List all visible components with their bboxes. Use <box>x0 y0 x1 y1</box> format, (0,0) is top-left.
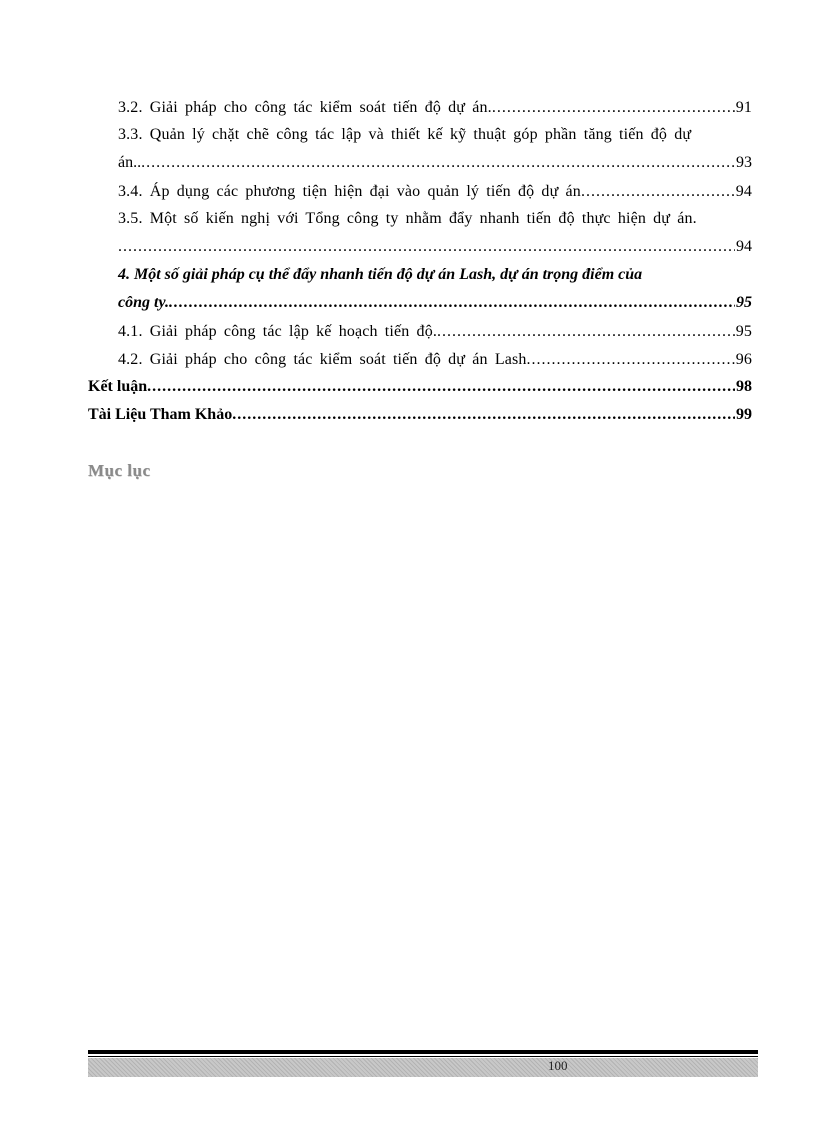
toc-page-number: 95 <box>735 323 752 340</box>
toc-leader-dots <box>141 153 735 173</box>
toc-leader-dots <box>147 377 735 397</box>
toc-page-number: 96 <box>735 351 752 368</box>
toc-entry-tai-lieu-tham-khao[interactable] <box>88 405 752 425</box>
toc-entry-text: 3.5. Một số kiến nghị với Tổng công ty nhằm đẩy nhanh tiến độ thực hiện dự án. <box>118 210 697 227</box>
toc-entry-text: 3.4. Áp dụng các phương tiện hiện đại vào quản lý tiến độ dự án <box>118 183 581 200</box>
toc-leader-dots <box>232 405 735 425</box>
toc-entry-text: 4. Một số giải pháp cụ thể đẩy nhanh tiến độ dự án Lash, dự án trọng điểm của <box>118 266 643 283</box>
toc-page-number: 99 <box>736 406 752 423</box>
toc-leader-dots <box>492 98 735 118</box>
toc-leader-dots <box>169 293 735 313</box>
toc-page-number: 93 <box>736 154 752 171</box>
toc-entry-4-line2[interactable] <box>118 293 752 313</box>
toc-entry-3-2[interactable] <box>118 98 752 118</box>
toc-entry-text: 3.3. Quản lý chặt chẽ công tác lập và thiết kế kỹ thuật góp phần tăng tiến độ dự <box>118 126 692 143</box>
toc-page-number: 94 <box>735 183 752 200</box>
footer-rule-thin <box>88 1056 758 1057</box>
toc-page-number: 98 <box>736 378 752 395</box>
toc-entry-3-4[interactable] <box>118 182 752 202</box>
toc-entry-continuation: án.. <box>118 154 142 171</box>
toc-entry-text: 4.1. Giải pháp công tác lập kế hoạch tiến độ. <box>118 323 437 340</box>
toc-entry-4-line1[interactable] <box>118 265 642 285</box>
toc-entry-text: Tài Liệu Tham Khảo <box>88 406 233 423</box>
toc-leader-dots <box>437 322 735 342</box>
toc-leader-dots <box>118 237 735 257</box>
toc-entry-3-3-line2[interactable] <box>118 153 752 173</box>
toc-page-number: 95 <box>736 294 752 311</box>
toc-leader-dots <box>581 182 735 202</box>
footer-rule-thick <box>88 1050 758 1054</box>
toc-entry-3-3-line1[interactable] <box>118 125 691 145</box>
toc-entry-4-2[interactable] <box>118 350 752 370</box>
toc-entry-continuation: công ty. <box>118 294 169 311</box>
toc-page-number: 91 <box>735 99 752 116</box>
toc-leader-dots <box>527 350 735 370</box>
toc-page-number: 94 <box>736 238 752 255</box>
toc-entry-text: 3.2. Giải pháp cho công tác kiểm soát tiến độ dự án. <box>118 99 492 116</box>
toc-entry-text: Kết luận <box>88 378 148 395</box>
toc-entry-text: 4.2. Giải pháp cho công tác kiểm soát tiến độ dự án Lash <box>118 351 527 368</box>
footer-band <box>88 1058 758 1077</box>
toc-entry-3-5-line2[interactable] <box>118 237 752 257</box>
toc-entry-ket-luan[interactable] <box>88 377 752 397</box>
muc-luc-heading: Mục lục <box>88 461 151 480</box>
page-number: 100 <box>548 1058 568 1073</box>
toc-entry-4-1[interactable] <box>118 322 752 342</box>
toc-entry-3-5-line1[interactable] <box>118 209 697 229</box>
